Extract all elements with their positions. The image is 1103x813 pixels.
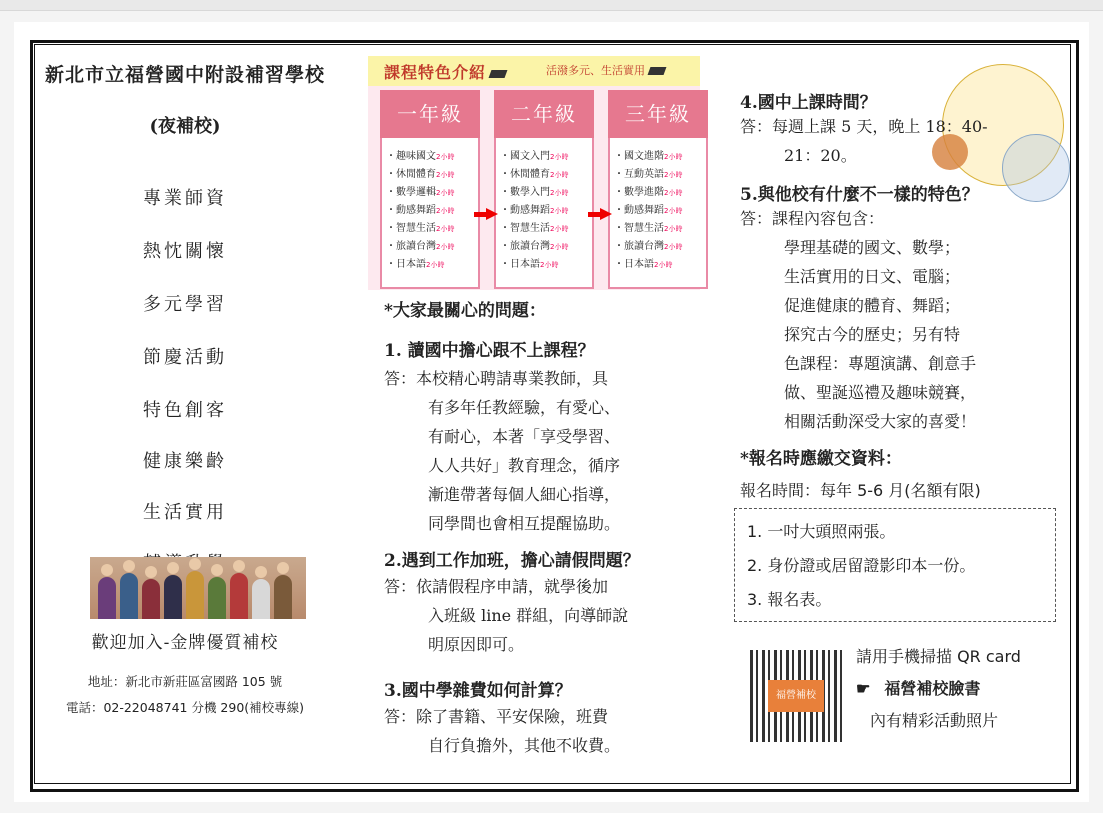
list-item: 1. 一吋大頭照兩張。 — [747, 522, 896, 541]
list-item: ・日本語2小時 — [500, 259, 559, 270]
arrow-right-icon — [486, 208, 498, 220]
registration-heading: *報名時應繳交資料： — [740, 449, 902, 469]
feature-item: 熱忱關懷 — [143, 241, 227, 262]
list-item: 2. 身份證或居留證影印本一份。 — [747, 556, 976, 575]
list-item: ・數學入門2小時 — [500, 187, 569, 198]
course-title: 課程特色介紹 — [384, 60, 510, 83]
list-item: ・趣味國文2小時 — [386, 151, 455, 162]
school-subtitle: (夜補校) — [149, 116, 221, 137]
list-item: ・動感舞蹈2小時 — [614, 205, 683, 216]
question-1: 1. 讀國中擔心跟不上課程？ — [384, 341, 595, 361]
list-item: ・日本語2小時 — [614, 259, 673, 270]
people-illustration — [90, 557, 306, 619]
grade-2-header: 二年級 — [494, 90, 594, 138]
phone: 電話：02-22048741 分機 290(補校專線) — [65, 700, 305, 715]
feature-item: 生活實用 — [143, 502, 227, 523]
list-item: ・國文入門2小時 — [500, 151, 569, 162]
list-item: ・互動英語2小時 — [614, 169, 683, 180]
feature-item: 節慶活動 — [143, 347, 227, 368]
answer-3: 答：除了書籍、平安保險，班費 自行負擔外，其他不收費。 — [384, 707, 621, 755]
answer-2: 答：依請假程序申請，就學後加 入班級 line 群組，向導師說 明原因即可。 — [384, 577, 629, 654]
list-item: ・休閒體育2小時 — [500, 169, 569, 180]
feature-item: 健康樂齡 — [143, 451, 227, 472]
answer-1: 答：本校精心聘請專業教師，具 有多年任教經驗，有愛心、 有耐心，本著「享受學習、 人人共好」教育理念，循序 漸進帶著每個人細心指導， 同學間也會相互提醒協助。 — [384, 369, 621, 533]
arrow-right-icon — [600, 208, 612, 220]
question-4: 4.國中上課時間？ — [740, 93, 877, 113]
graduation-cap-icon — [489, 70, 508, 78]
question-5: 5.與他校有什麼不一樣的特色？ — [740, 185, 979, 205]
list-item: ・智慧生活2小時 — [386, 223, 455, 234]
pointing-hand-icon: ☛ — [856, 679, 871, 698]
grade-1-list — [386, 148, 482, 274]
list-item: ・智慧生活2小時 — [614, 223, 683, 234]
facebook-label: ☛ 福營補校臉書 — [856, 679, 981, 698]
feature-item: 專業師資 — [143, 188, 227, 209]
list-item: ・動感舞蹈2小時 — [386, 205, 455, 216]
faq-heading: *大家最關心的問題： — [384, 301, 546, 321]
grade-3-header: 三年級 — [608, 90, 708, 138]
registration-list — [734, 508, 1056, 622]
grade-3-list — [614, 148, 710, 274]
address: 地址：新北市新莊區富國路 105 號 — [87, 674, 283, 689]
qr-logo: 福營補校 — [768, 680, 824, 712]
answer-4: 答：每週上課 5 天，晚上 18：40- 21：20。 — [740, 117, 988, 165]
feature-item: 多元學習 — [143, 294, 227, 315]
list-item: ・休閒體育2小時 — [386, 169, 455, 180]
question-2: 2.遇到工作加班，擔心請假問題？ — [384, 551, 640, 571]
answer-5: 答：課程內容包含： 學理基礎的國文、數學； 生活實用的日文、電腦； 促進健康的體育、舞蹈； 探究古今的歷史；另有特 色課程：專題演講、創意手 做、聖誕巡禮及趣味競賽， 相關活動深受大家的喜愛！ — [740, 209, 977, 431]
list-item: 3. 報名表。 — [747, 590, 832, 609]
list-item: ・動感舞蹈2小時 — [500, 205, 569, 216]
list-item: ・國文進階2小時 — [614, 151, 683, 162]
list-item: ・數學邏輯2小時 — [386, 187, 455, 198]
list-item: ・日本語2小時 — [386, 259, 445, 270]
feature-item: 特色創客 — [143, 400, 227, 421]
course-subtitle: 活潑多元、生活實用 — [546, 62, 669, 78]
list-item: ・智慧生活2小時 — [500, 223, 569, 234]
question-3: 3.國中學雜費如何計算？ — [384, 681, 572, 701]
list-item: ・數學進階2小時 — [614, 187, 683, 198]
list-item: ・旅讀台灣2小時 — [500, 241, 569, 252]
welcome-text: 歡迎加入-金牌優質補校 — [91, 633, 279, 653]
grade-1-header: 一年級 — [380, 90, 480, 138]
qr-code[interactable] — [750, 650, 842, 742]
graduation-cap-icon — [648, 67, 667, 75]
photos-text: 內有精彩活動照片 — [870, 711, 999, 730]
school-title: 新北市立福營國中附設補習學校 — [44, 64, 325, 86]
qr-scan-text: 請用手機掃描 QR card — [856, 647, 1021, 666]
top-bar — [0, 0, 1103, 11]
grade-2-list — [500, 148, 596, 274]
registration-time: 報名時間：每年 5-6 月(名額有限) — [740, 481, 981, 500]
list-item: ・旅讀台灣2小時 — [614, 241, 683, 252]
list-item: ・旅讀台灣2小時 — [386, 241, 455, 252]
